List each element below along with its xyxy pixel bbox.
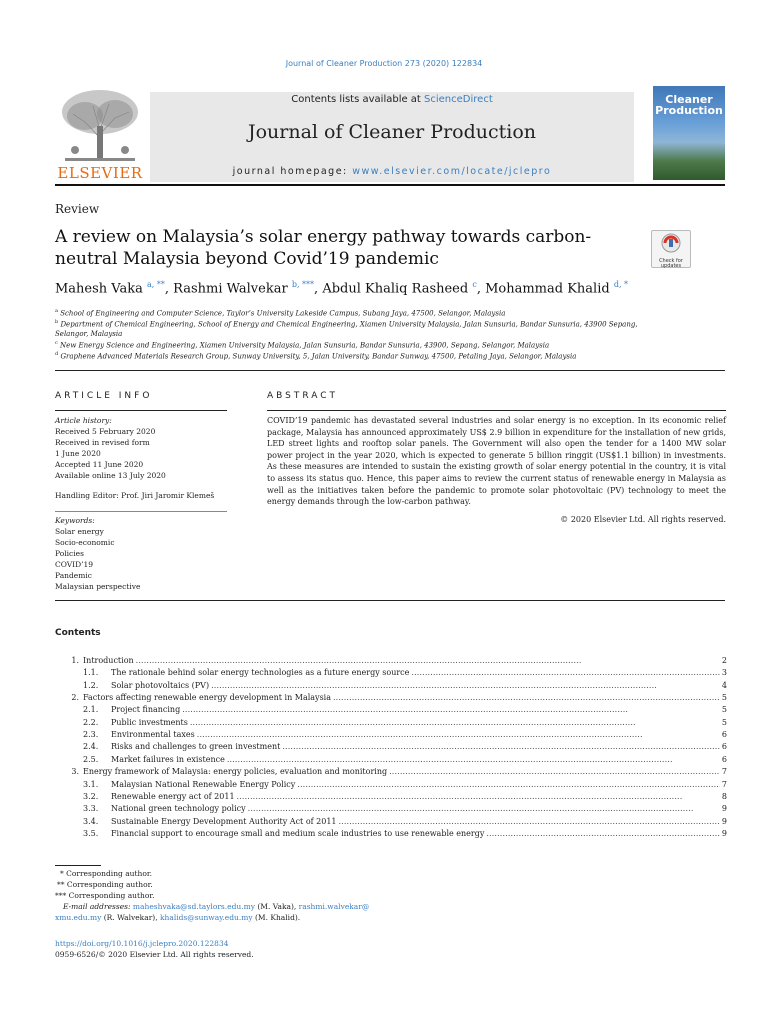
footnote-corresponding: *** Corresponding author. <box>55 891 155 900</box>
toc-leader-dots <box>411 667 720 679</box>
toc-subnumber: 2.3. <box>83 730 99 740</box>
keywords-block <box>55 515 230 592</box>
toc-entry[interactable] <box>55 754 727 766</box>
article-history <box>55 415 230 501</box>
toc-page-number[interactable]: 6 <box>721 730 727 740</box>
toc-title[interactable]: Risks and challenges to green investment <box>111 742 281 752</box>
toc-number: 2. <box>71 693 79 703</box>
toc-title[interactable]: Renewable energy act of 2011 <box>111 791 235 801</box>
author-list: Mahesh Vaka $^{a, **}$, Rashmi Walvekar $^{b, ***}$, Abdul Khaliq Rasheed $^c$, Mohammad Khalid $^{d, *}$ <box>55 280 629 297</box>
toc-page-number[interactable]: 2 <box>721 656 727 665</box>
article-info-heading: ARTICLE INFO <box>55 391 153 401</box>
toc-indent <box>55 828 83 840</box>
revised-label: Received in revised form <box>55 438 150 447</box>
toc-subnumber: 3.4. <box>83 816 99 826</box>
toc-entry[interactable] <box>55 779 727 791</box>
toc-page-number[interactable]: 7 <box>721 767 727 777</box>
toc-title[interactable]: Environmental taxes <box>111 730 195 740</box>
toc-entry[interactable] <box>55 717 727 729</box>
keyword: Malaysian perspective <box>55 582 141 591</box>
toc-page-number[interactable]: 9 <box>721 816 727 826</box>
toc-page-number[interactable]: 8 <box>721 791 727 801</box>
toc-leader-dots <box>211 680 720 692</box>
toc-indent <box>55 680 83 692</box>
journal-cover-title <box>653 94 725 116</box>
cover-title-line-1: Cleaner <box>665 93 713 106</box>
author-name[interactable]: Mohammad Khalid <box>485 281 610 297</box>
footnote-emails-cont <box>55 912 385 923</box>
author-affiliation-mark[interactable]: a, ** <box>147 280 165 289</box>
toc-entry[interactable] <box>55 729 727 741</box>
abstract-copyright: © 2020 Elsevier Ltd. All rights reserved. <box>560 515 726 524</box>
email-label: E-mail addresses: <box>63 902 131 911</box>
header-rule <box>55 184 725 186</box>
article-info-rule <box>55 410 227 411</box>
toc-indent <box>55 729 83 741</box>
elsevier-wordmark[interactable]: ELSEVIER <box>57 164 143 182</box>
sciencedirect-link[interactable]: ScienceDirect <box>424 94 493 105</box>
toc-indent <box>55 754 83 766</box>
contents-available-text: Contents lists available at <box>291 94 425 105</box>
email-owner: (R. Walvekar), <box>101 913 160 922</box>
check-updates-label: Check for updates <box>659 258 683 269</box>
keywords-rule <box>55 511 227 512</box>
toc-number: 1. <box>71 656 79 665</box>
affiliation-text: School of Engineering and Computer Science, Taylor’s University Lakeside Campus, Subang Jaya, 47500, Selangor, Malaysia <box>60 309 506 318</box>
toc-page-number[interactable]: 7 <box>721 779 727 789</box>
footnote-corresponding: ** Corresponding author. <box>57 880 153 889</box>
abstract-rule <box>267 410 726 411</box>
toc-leader-dots <box>389 766 720 778</box>
toc-entry[interactable] <box>55 655 727 667</box>
homepage-label: journal homepage: <box>232 166 353 177</box>
toc-entry[interactable] <box>55 766 727 778</box>
toc-title[interactable]: Malaysian National Renewable Energy Policy <box>111 779 296 789</box>
toc-entry[interactable] <box>55 692 727 704</box>
toc-subnumber: 3.3. <box>83 804 99 814</box>
toc-entry[interactable] <box>55 667 727 679</box>
toc-subnumber: 1.2. <box>83 680 99 690</box>
toc-title[interactable]: Market failures in existence <box>111 754 225 764</box>
journal-title: Journal of Cleaner Production <box>247 121 537 143</box>
footnote-corresponding: * Corresponding author. <box>60 869 153 878</box>
abstract-bottom-rule <box>55 600 725 601</box>
toc-leader-dots <box>182 704 720 716</box>
affiliation-text: Department of Chemical Engineering, School of Energy and Chemical Engineering, Xiamen University Malaysia, Jalan Sunsuria, Bandar Sunsuria, 43900 Sepang, Selangor, Malaysia <box>55 320 638 339</box>
toc-number: 3. <box>71 767 79 777</box>
toc-leader-dots <box>136 655 720 667</box>
email-owner: (M. Vaka), <box>254 902 299 911</box>
affiliation <box>55 349 655 361</box>
toc-subnumber: 3.5. <box>83 828 99 838</box>
toc-leader-dots <box>248 803 720 815</box>
toc-page-number[interactable]: 5 <box>721 705 727 715</box>
toc-indent <box>55 704 83 716</box>
history-label: Article history: <box>55 416 112 425</box>
toc-subnumber: 2.5. <box>83 754 99 764</box>
abstract-heading: ABSTRACT <box>267 391 339 401</box>
accepted-date: Accepted 11 June 2020 <box>55 460 144 469</box>
cover-title-line-2: Production <box>655 104 723 117</box>
toc-page-number[interactable]: 9 <box>721 828 727 838</box>
toc-entry[interactable] <box>55 741 727 753</box>
toc-page-number[interactable]: 6 <box>721 754 727 764</box>
toc-indent <box>55 667 83 679</box>
toc-subnumber: 3.2. <box>83 791 99 801</box>
toc-leader-dots <box>190 717 720 729</box>
keywords-label: Keywords: <box>55 516 95 525</box>
toc-title[interactable]: National green technology policy <box>111 804 246 814</box>
author-affiliation-mark[interactable]: b, *** <box>291 280 315 289</box>
check-updates-icon <box>652 231 690 255</box>
email-link[interactable]: xmu.edu.my <box>55 913 102 922</box>
toc-leader-dots <box>197 729 720 741</box>
affiliation-mark: b <box>55 319 59 325</box>
affiliation-mark: a <box>55 308 58 314</box>
toc-page-number[interactable]: 5 <box>721 693 727 703</box>
toc-entry[interactable] <box>55 680 727 692</box>
toc-page-number[interactable]: 4 <box>721 680 727 690</box>
toc-entry[interactable] <box>55 791 727 803</box>
toc-entry[interactable] <box>55 828 727 840</box>
affiliation <box>55 317 655 339</box>
toc-leader-dots <box>486 828 720 840</box>
online-date: Available online 13 July 2020 <box>55 471 166 480</box>
toc-title[interactable]: Solar photovoltaics (PV) <box>111 680 210 690</box>
author-affiliation-mark[interactable]: d, * <box>613 280 629 289</box>
toc-subnumber: 2.4. <box>83 742 99 752</box>
toc-indent <box>55 779 83 791</box>
keyword: Pandemic <box>55 571 92 580</box>
toc-title[interactable]: Financial support to encourage small and medium scale industries to use renewable energy <box>111 828 485 838</box>
homepage-link[interactable]: www.elsevier.com/locate/jclepro <box>352 166 552 177</box>
toc-subnumber: 3.1. <box>83 779 99 789</box>
toc-leader-dots <box>333 692 720 704</box>
footnote-emails <box>63 901 393 912</box>
contents-heading: Contents <box>55 628 101 638</box>
toc-subnumber: 2.1. <box>83 705 99 715</box>
article-type: Review <box>55 202 100 216</box>
paper-title: A review on Malaysia’s solar energy pathway towards carbon-neutral Malaysia beyond Covid’19 pandemic <box>55 227 592 269</box>
toc-indent <box>55 803 83 815</box>
email-owner: (M. Khalid). <box>252 913 301 922</box>
toc-page-number[interactable]: 6 <box>721 742 727 752</box>
affiliation-mark: d <box>55 351 59 357</box>
check-for-updates-button[interactable] <box>651 230 691 268</box>
toc-indent <box>55 717 83 729</box>
keyword: Socio-economic <box>55 538 115 547</box>
affiliation-text: Graphene Advanced Materials Research Group, Sunway University, 5, Jalan University, Bandar Sunway, 47500, Petaling Jaya, Selangor, Malaysia <box>60 352 577 361</box>
toc-entry[interactable] <box>55 803 727 815</box>
keyword: Solar energy <box>55 527 104 536</box>
received-date: Received 5 February 2020 <box>55 427 156 436</box>
toc-subnumber: 1.1. <box>83 668 99 678</box>
email-link[interactable]: maheshvaka@sd.taylors.edu.my <box>132 902 255 911</box>
keyword: COVID’19 <box>55 560 94 569</box>
journal-homepage <box>150 166 634 177</box>
author-name[interactable]: Rashmi Walvekar <box>173 281 288 297</box>
contents-available <box>150 94 634 105</box>
toc-page-number[interactable]: 9 <box>721 804 727 814</box>
keyword: Policies <box>55 549 84 558</box>
toc-title[interactable]: Sustainable Energy Development Authority Act of 2011 <box>111 816 337 826</box>
toc-leader-dots <box>237 791 720 803</box>
toc-page-number[interactable]: 5 <box>721 717 727 727</box>
toc-indent <box>55 741 83 753</box>
toc-title[interactable]: Introduction <box>83 656 134 665</box>
toc-title[interactable]: Factors affecting renewable energy development in Malaysia <box>83 693 331 703</box>
toc-leader-dots <box>282 741 720 753</box>
author-name[interactable]: Mahesh Vaka <box>55 281 143 297</box>
toc-leader-dots <box>227 754 720 766</box>
issn-copyright: 0959-6526/© 2020 Elsevier Ltd. All rights reserved. <box>55 950 254 959</box>
handling-editor: Handling Editor: Prof. Jiri Jaromir Klemeš <box>55 491 215 500</box>
toc-title[interactable]: Energy framework of Malaysia: energy policies, evaluation and monitoring <box>83 767 388 777</box>
author-name[interactable]: Abdul Khaliq Rasheed <box>322 281 469 297</box>
toc-title[interactable]: Project financing <box>111 705 181 715</box>
journal-reference[interactable]: Journal of Cleaner Production 273 (2020) 122834 <box>285 59 483 68</box>
toc-title[interactable]: Public investments <box>111 717 188 727</box>
email-link[interactable]: rashmi.walvekar@ <box>298 902 370 911</box>
toc-title[interactable]: The rationale behind solar energy technologies as a future energy source <box>111 668 410 678</box>
affiliation-rule <box>55 370 725 371</box>
revised-date: 1 June 2020 <box>55 449 101 458</box>
doi-link[interactable]: https://doi.org/10.1016/j.jclepro.2020.122834 <box>55 939 229 948</box>
author-affiliation-mark[interactable]: c <box>472 280 477 289</box>
toc-entry[interactable] <box>55 704 727 716</box>
toc-leader-dots <box>297 779 720 791</box>
abstract-body: COVID’19 pandemic has devastated several industries and solar energy is no exception. In its economic relief package, Malaysia has announced approximately US$ 2.9 billion in expenditure for the installation of new grids, LED street lights and rooftop solar panels. The Government will also open the tender for a 1400 MW solar power project in the year 2020, which is expected to generate 5 billion ringgit (US$1.1 billion) in investments. As these measures are intended to sustain the existing growth of solar energy potential in the country, it is vital to assess its status quo. Hence, this paper aims to review the current status of renewable energy in Malaysia as well as the initiatives taken before the pandemic to promote solar photovoltaic (PV) technology to meet the energy demands through the low-carbon pathway. <box>267 416 726 507</box>
toc-subnumber: 2.2. <box>83 717 99 727</box>
toc-entry[interactable] <box>55 816 727 828</box>
toc-leader-dots <box>339 816 720 828</box>
footnote-rule <box>55 865 101 866</box>
toc-indent <box>55 791 83 803</box>
toc-indent <box>55 816 83 828</box>
toc-page-number[interactable]: 3 <box>721 668 727 678</box>
affiliation-text: New Energy Science and Engineering, Xiamen University Malaysia, Jalan Sunsuria, Bandar Sunsuria, 43900, Sepang, Selangor, Malaysia <box>60 341 550 350</box>
affiliation-mark: c <box>55 340 58 346</box>
email-link[interactable]: khalids@sunway.edu.my <box>159 913 253 922</box>
